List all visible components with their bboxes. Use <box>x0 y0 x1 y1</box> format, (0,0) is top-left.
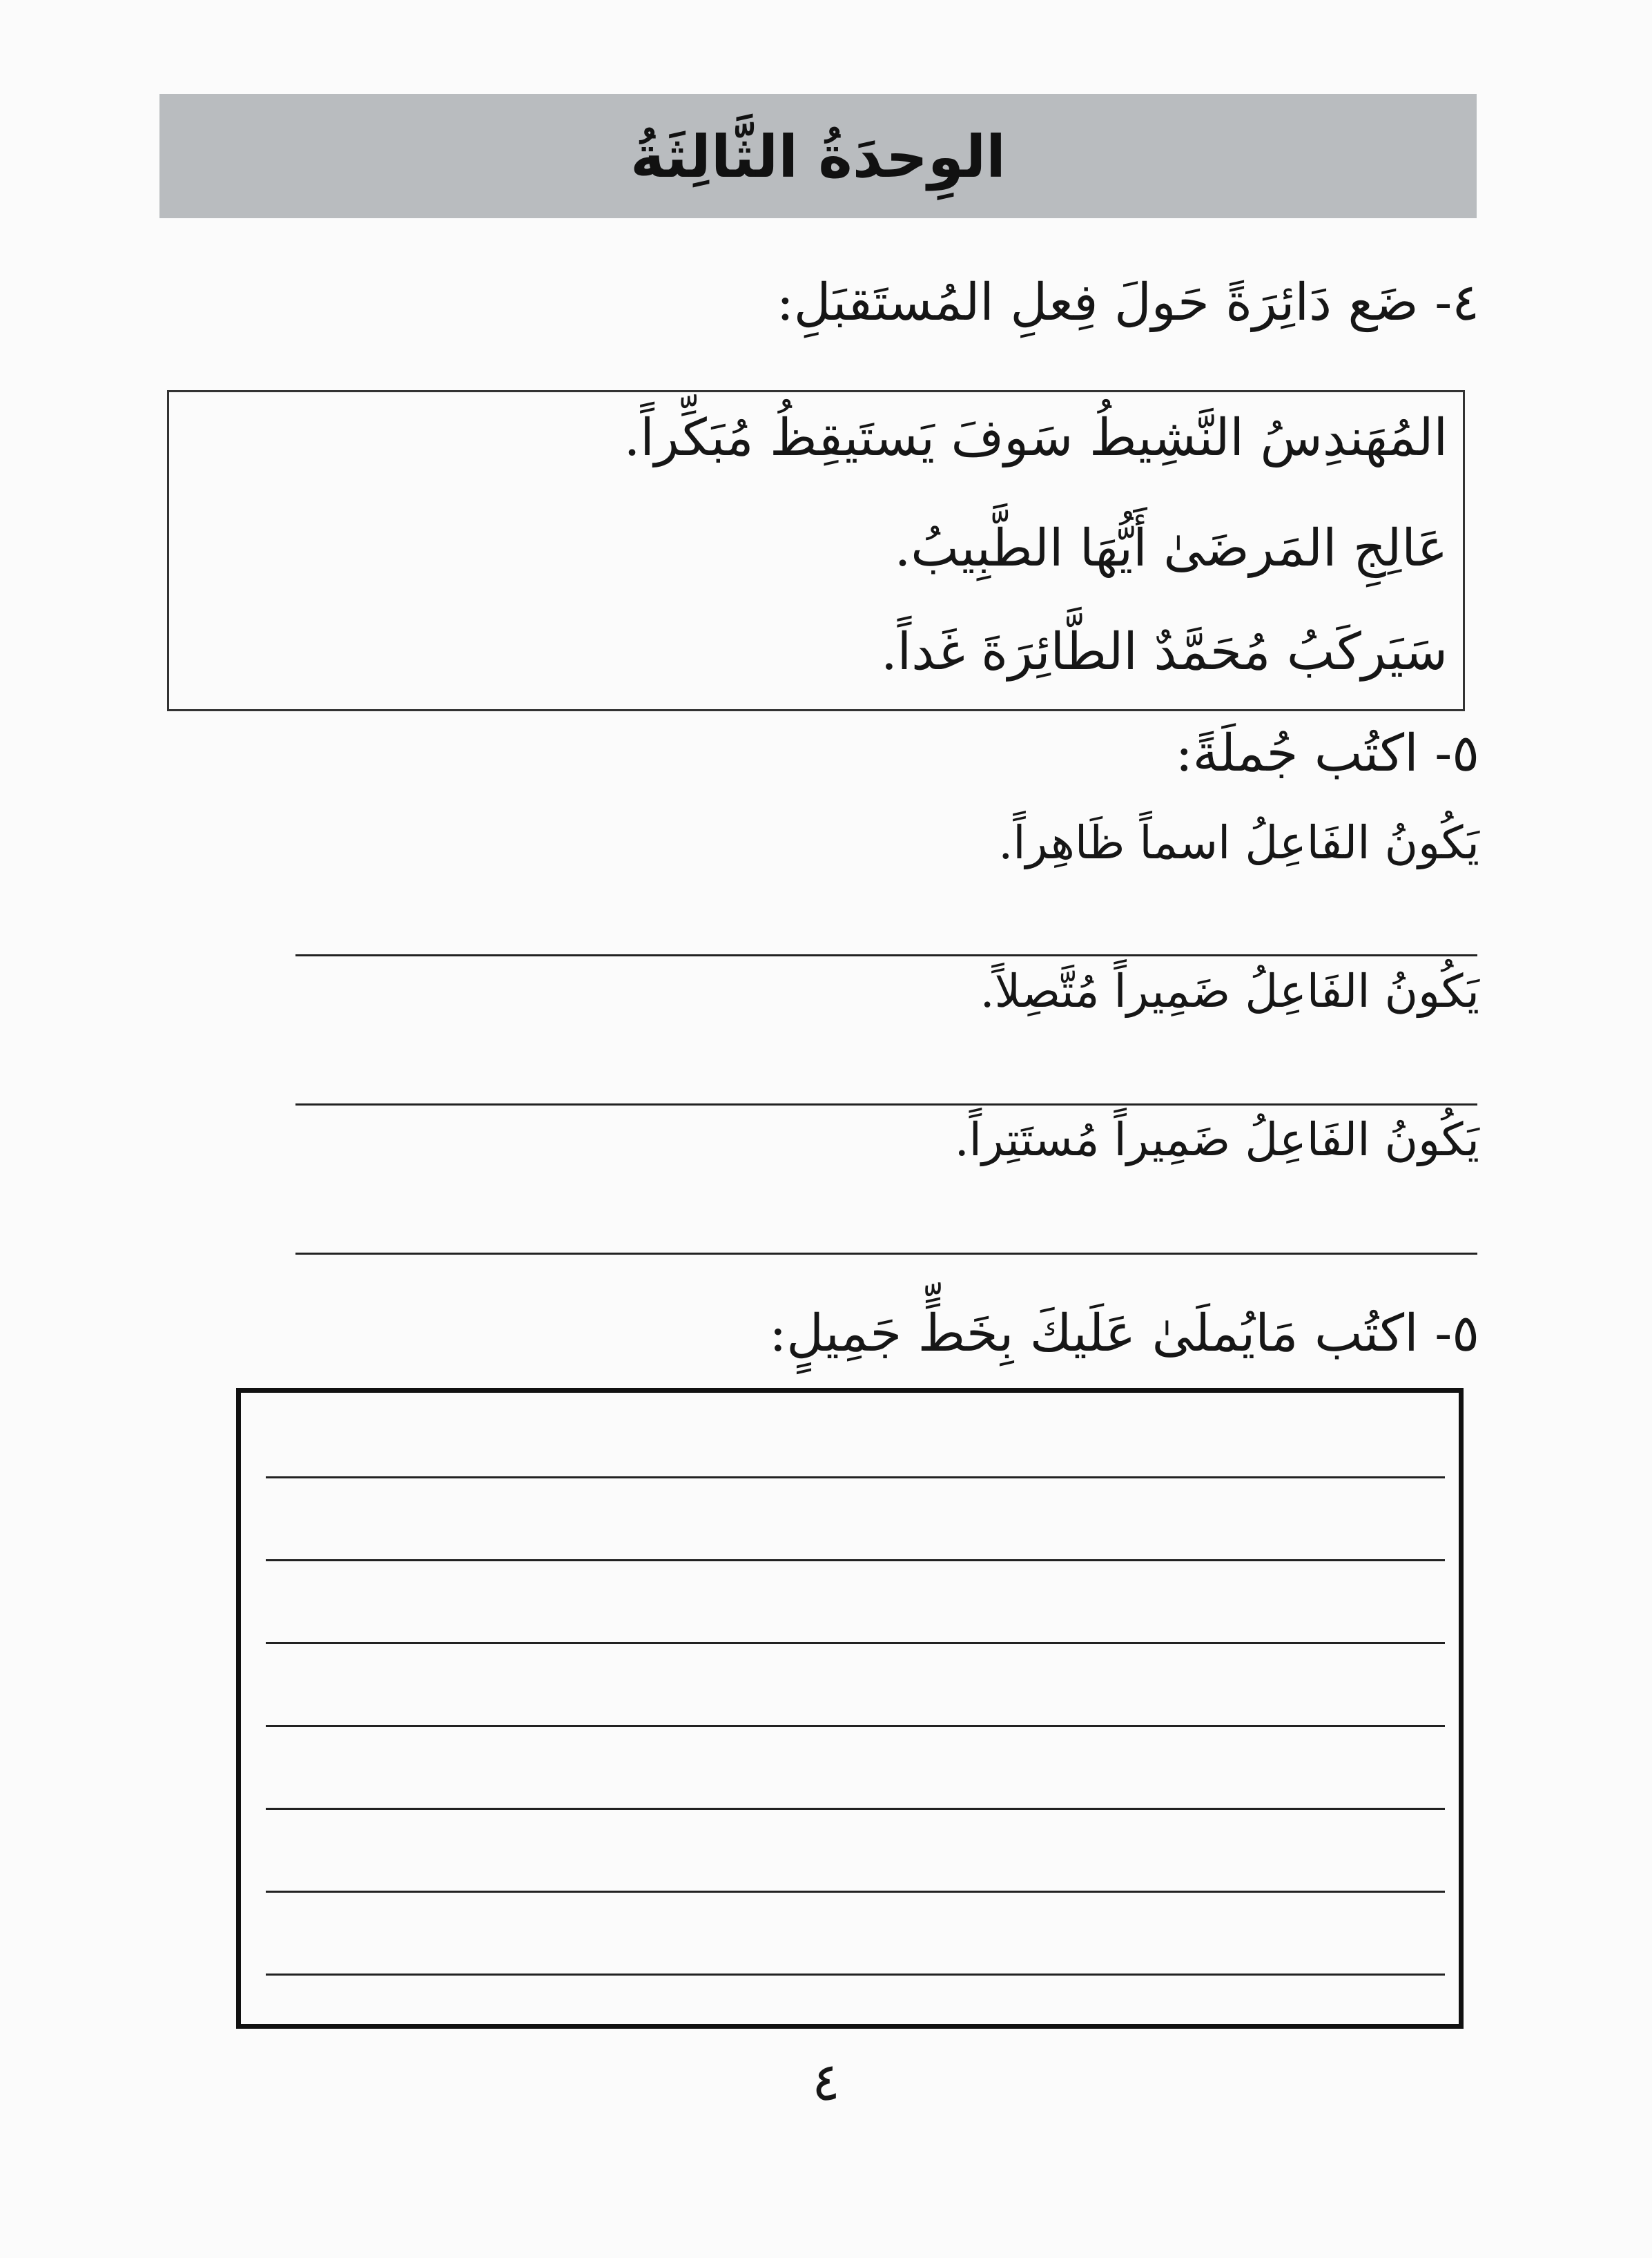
answer-line-1[interactable] <box>295 954 1477 956</box>
answer-line-3[interactable] <box>295 1253 1477 1255</box>
sentence-3: سَيَركَبُ مُحَمَّدٌ الطَّائِرَةَ غَداً. <box>881 622 1448 682</box>
prompt-explicit-subject: يَكُونُ الفَاعِلُ اسماً ظَاهِراً. <box>998 816 1479 869</box>
dictation-box <box>236 1388 1464 2029</box>
question-5-write-sentence-heading: ٥- اكتُب جُملَةً: <box>1175 724 1479 783</box>
dictation-line[interactable] <box>266 1891 1445 1893</box>
prompt-hidden-pronoun-subject: يَكُونُ الفَاعِلُ ضَمِيراً مُستَتِراً. <box>954 1113 1479 1166</box>
dictation-line[interactable] <box>266 1808 1445 1810</box>
sentences-box <box>167 390 1465 711</box>
question-4-heading: ٤- ضَع دَائِرَةً حَولَ فِعلِ المُستَقبَلِ: <box>776 273 1479 332</box>
prompt-attached-pronoun-subject: يَكُونُ الفَاعِلُ ضَمِيراً مُتَّصِلاً. <box>980 965 1479 1018</box>
answer-line-2[interactable] <box>295 1103 1477 1106</box>
dictation-line[interactable] <box>266 1642 1445 1644</box>
unit-header-bar <box>159 94 1477 218</box>
question-5-dictation-heading: ٥- اكتُب مَايُملَىٰ عَلَيكَ بِخَطٍّ جَمِيلٍ: <box>769 1304 1479 1363</box>
page-number: ٤ <box>812 2051 840 2112</box>
unit-title: الوِحدَةُ الثَّالِثَةُ <box>630 123 1006 191</box>
dictation-line[interactable] <box>266 1974 1445 1976</box>
dictation-line[interactable] <box>266 1476 1445 1478</box>
dictation-line[interactable] <box>266 1725 1445 1727</box>
sentence-1: المُهَندِسُ النَّشِيطُ سَوفَ يَستَيقِظُ مُبَكِّراً. <box>623 408 1448 467</box>
dictation-line[interactable] <box>266 1559 1445 1561</box>
sentence-2: عَالِجِ المَرضَىٰ أَيُّهَا الطَّبِيبُ. <box>894 519 1448 578</box>
